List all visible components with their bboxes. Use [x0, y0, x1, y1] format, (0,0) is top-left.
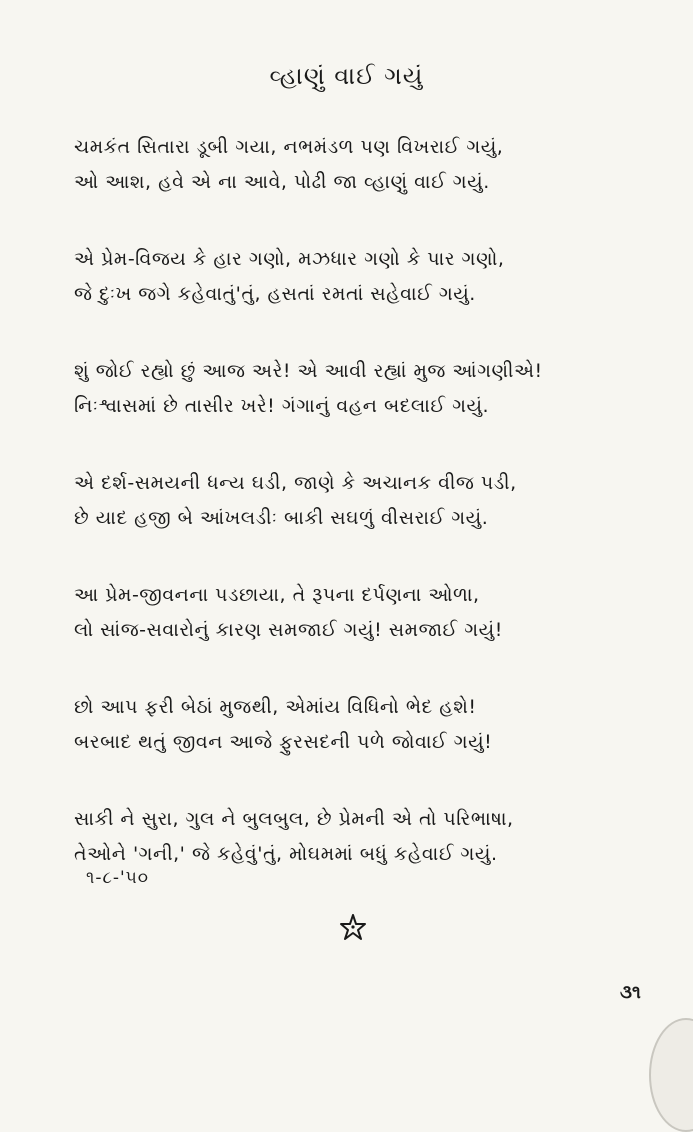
poem-line: છે યાદ હજી બે આંખલડીઃ બાકી સઘળું વીસરાઈ ગયું.	[74, 507, 489, 529]
poem-line: આ પ્રેમ-જીવનના પડછાયા, તે રૂપના દર્પણના ઓળા,	[74, 584, 480, 606]
poem-line: સાકી ને સુરા, ગુલ ને બુલબુલ, છે પ્રેમની એ તો પરિભાષા,	[74, 808, 514, 830]
poem-line: છો આપ ફરી બેઠાં મુજથી, એમાંય વિધિનો ભેદ હશે!	[74, 696, 477, 718]
poem-title: વ્હાણું વાઈ ગયું	[269, 62, 424, 90]
stanza	[74, 802, 634, 872]
page-number: ૩૧	[620, 982, 641, 1003]
stanza	[74, 466, 634, 536]
poem-line: લો સાંજ-સવારોનું કારણ સમજાઈ ગયું! સમજાઈ ગયું!	[74, 619, 503, 641]
poem-line: તેઓને 'ગની,' જે કહેવું'તું, મોઘમમાં બધું કહેવાઈ ગયું.	[74, 843, 498, 865]
poem-line: બરબાદ થતું જીવન આજે ફુરસદની પળે જોવાઈ ગયું!	[74, 731, 493, 753]
poem-line: ચમકંત સિતારા ડૂબી ગયા, નભમંડળ પણ વિખરાઈ ગયું,	[74, 136, 504, 158]
poem-line: જે દુઃખ જગે કહેવાતું'તું, હસતાં રમતાં સહેવાઈ ગયું.	[74, 283, 476, 305]
poem-body	[74, 130, 634, 914]
stanza	[74, 690, 634, 760]
stanza	[74, 130, 634, 200]
stanza	[74, 242, 634, 312]
star-icon	[338, 912, 368, 942]
stanza	[74, 578, 634, 648]
poem-line: ઓ આશ, હવે એ ના આવે, પોઢી જા વ્હાણું વાઈ ગયું.	[74, 171, 490, 193]
stanza	[74, 354, 634, 424]
poem-line: એ દર્શ-સમયની ધન્ય ઘડી, જાણે કે અચાનક વીજ પડી,	[74, 472, 517, 494]
page-curl	[649, 1018, 693, 1132]
poem-line: એ પ્રેમ-વિજય કે હાર ગણો, મઝધાર ગણો કે પાર ગણો,	[74, 248, 505, 270]
poem-line: નિઃશ્વાસમાં છે તાસીર ખરે! ગંગાનું વહન બદલાઈ ગયું.	[74, 395, 490, 417]
poem-line: શું જોઈ રહ્યો છું આજ અરે! એ આવી રહ્યાં મુજ આંગણીએ!	[74, 360, 543, 382]
poem-date: ૧-૮-'૫૦	[86, 868, 150, 888]
